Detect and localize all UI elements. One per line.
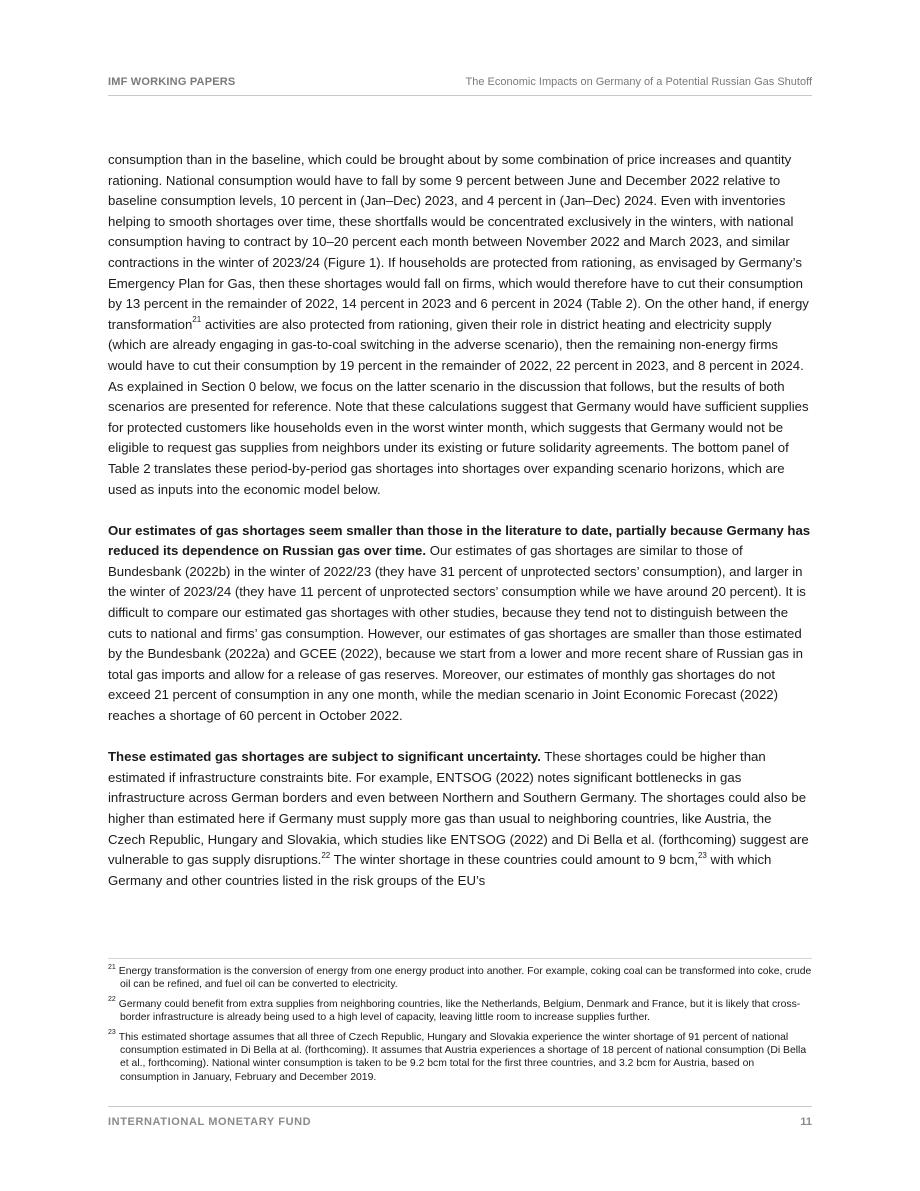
- footnote-21: [108, 965, 812, 992]
- footnote-text: Energy transformation is the conversion of energy from one energy product into another. For example, coking coal can be transformed into coke, crude oil can be refined, and fuel oil can be converted to electricity.: [118, 966, 812, 991]
- paragraph-3-text-cont: The winter shortage in these countries could amount to 9 bcm,: [330, 852, 698, 868]
- footnote-divider: [108, 958, 812, 959]
- paragraph-1-text-cont: activities are also protected from rationing, given their role in district heating and electricity supply (which are already engaging in gas-to-coal switching in the adverse scenario), then the remaining non-energy firms would have to cut their consumption by 19 percent in the remainder of 2022, 22 percent in 2023, and 8 percent in 2024. As explained in Section 0 below, we focus on the latter scenario in the discussion that follows, but the results of both scenarios are presented for reference. Note that these calculations suggest that Germany would have sufficient supplies for protected customers like households even in the worst winter month, which suggests that Germany would not be eligible to request gas supplies from neighbors under its existing or future solidarity agreements. The bottom panel of Table 2 translates these period-by-period gas shortages into shortages over expanding scenario horizons, which are used as inputs into the economic model below.: [108, 316, 809, 497]
- footnote-23: [108, 1031, 812, 1085]
- main-text: [108, 150, 812, 912]
- footnote-ref-23[interactable]: 23: [697, 850, 707, 860]
- page-number: 11: [800, 1116, 812, 1128]
- footnote-text: Germany could benefit from extra supplies from neighboring countries, like the Netherlands, Belgium, Denmark and France, but it is likely that cross-border infrastructure is already being used to a high level of capacity, leaving little room to increase supplies further.: [118, 998, 801, 1024]
- paragraph-2: [108, 521, 812, 727]
- paragraph-1-text: consumption than in the baseline, which could be brought about by some combination of price increases and quantity rationing. National consumption would have to fall by some 9 percent between June and December 2022 relative to baseline consumption levels, 10 percent in (Jan–Dec) 2023, and 4 percent in (Jan–Dec) 2024. Even with inventories helping to smooth shortages over time, these shortfalls would be concentrated exclusively in the winters, with national consumption having to contract by 10–20 percent each month between November 2022 and March 2023, and similar contractions in the winter of 2023/24 (Figure 1). If households are protected from rationing, as envisaged by Germany’s Emergency Plan for Gas, then these shortages would fall on firms, which would therefore have to cut their consumption by 13 percent in the remainder of 2022, 14 percent in 2023 and 6 percent in 2024 (Table 2). On the other hand, if energy transformation: [108, 152, 809, 332]
- running-header: [108, 73, 812, 96]
- paragraph-3-text: These shortages could be higher than estimated if infrastructure constraints bite. For example, ENTSOG (2022) notes significant bottlenecks in gas infrastructure across German borders and even between Northern and Southern Germany. The shortages could also be higher than estimated here if Germany must supply more gas than usual to neighboring countries, like Austria, the Czech Republic, Hungary and Slovakia, which studies like ENTSOG (2022) and Di Bella et al. (forthcoming) suggest are vulnerable to gas supply disruptions.: [108, 749, 809, 868]
- series-name: IMF WORKING PAPERS: [108, 76, 236, 88]
- footnotes: [108, 965, 812, 1090]
- footer-divider: [108, 1106, 812, 1107]
- organization-name: INTERNATIONAL MONETARY FUND: [108, 1116, 312, 1128]
- footnote-number: 22: [108, 996, 116, 1004]
- footnote-number: 23: [108, 1029, 116, 1037]
- footnote-ref-22[interactable]: 22: [321, 850, 331, 860]
- footnote-number: 21: [108, 963, 116, 971]
- paragraph-2-lead: Our estimates of gas shortages seem smaller than those in the literature to date, partially because Germany has reduced its dependence on Russian gas over time.: [108, 522, 811, 559]
- paragraph-3-text-end: with which Germany and other countries listed in the risk groups of the EU’s: [108, 852, 772, 888]
- paragraph-3: [108, 747, 812, 891]
- paragraph-2-text: Our estimates of gas shortages are similar to those of Bundesbank (2022b) in the winter of 2022/23 (they have 31 percent of unprotected sectors’ consumption), and larger in the winter of 2023/24 (they have 11 percent of unprotected sectors’ consumption while we have around 20 percent). It is difficult to compare our estimated gas shortages with other studies, because they tend not to distinguish between the cuts to national and firms’ gas consumption. However, our estimates of gas shortages are smaller than those estimated by the Bundesbank (2022a) and GCEE (2022), because we start from a lower and more recent share of Russian gas in total gas imports and allow for a release of gas reserves. Moreover, our estimates of monthly gas shortages do not exceed 21 percent of consumption in any one month, while the median scenario in Joint Economic Forecast (2022) reaches a shortage of 60 percent in October 2022.: [108, 543, 806, 724]
- footnote-text: This estimated shortage assumes that all three of Czech Republic, Hungary and Slovakia experience the winter shortage of 91 percent of national consumption estimated in Di Bella at al. (forthcoming). It assumes that Austria experiences a shortage of 18 percent of national consumption (Di Bella et al., forthcoming). National winter consumption is taken to be 9.2 bcm total for the first three countries, and 3.2 bcm for Austria, based on consumption in January, February and December 2019.: [118, 1031, 807, 1083]
- footnote-22: [108, 998, 812, 1025]
- paper-title: The Economic Impacts on Germany of a Potential Russian Gas Shutoff: [465, 76, 812, 88]
- paragraph-1: [108, 150, 812, 500]
- paragraph-3-lead: These estimated gas shortages are subject to significant uncertainty.: [108, 749, 541, 765]
- footnote-ref-21[interactable]: 21: [192, 315, 202, 325]
